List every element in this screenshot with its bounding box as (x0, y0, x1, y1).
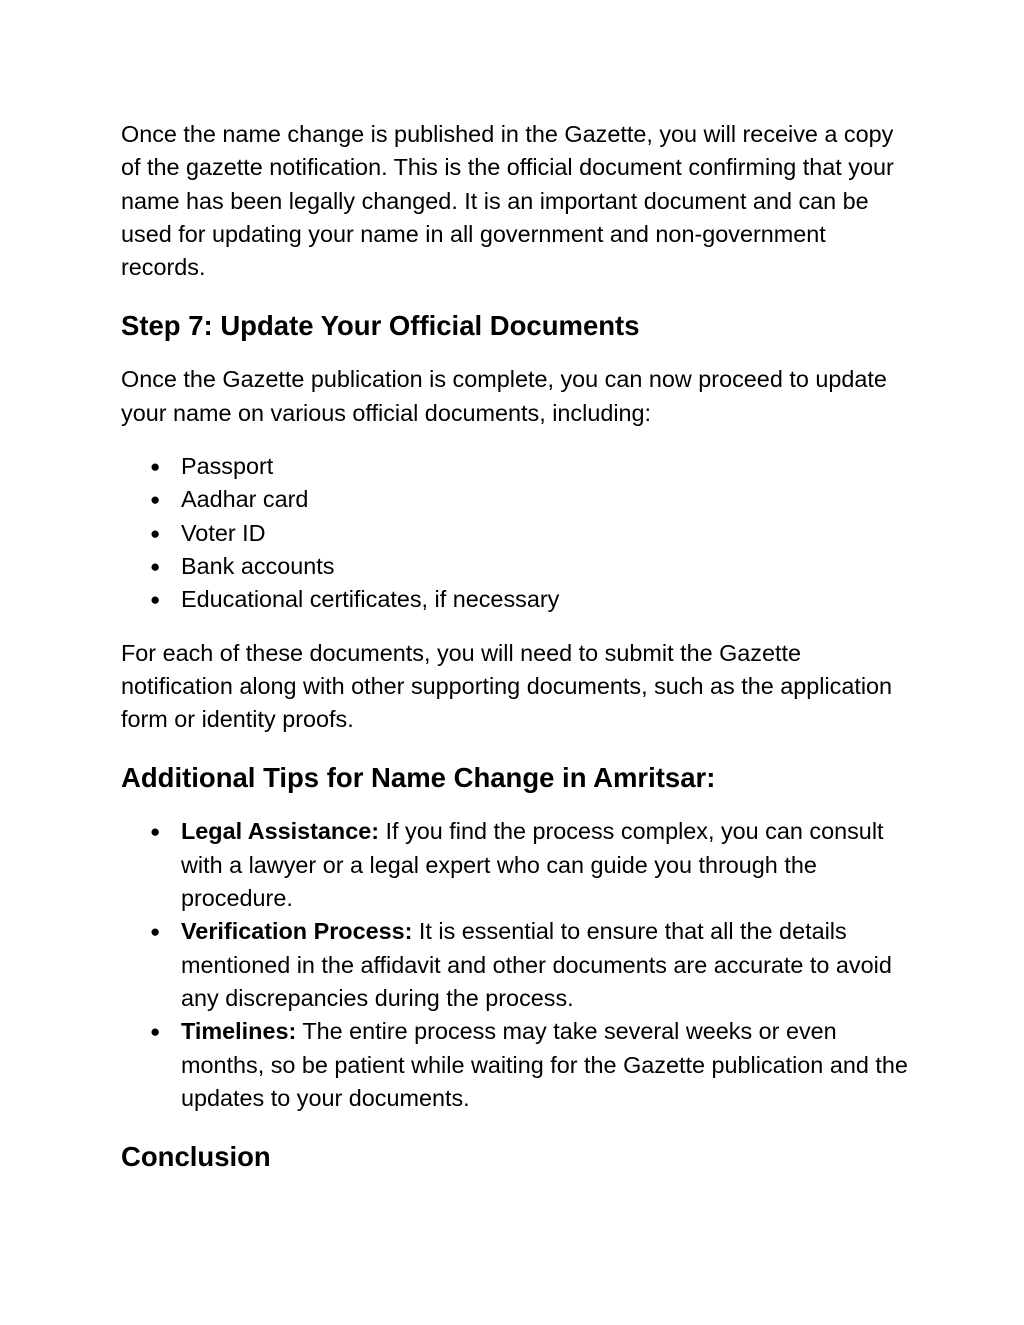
tip-verification-process (121, 915, 911, 1015)
list-item-educational-certificates: ● Educational certificates, if necessary (121, 583, 911, 616)
list-item-aadhar-card: ● Aadhar card (121, 483, 911, 516)
step-7-heading: Step 7: Update Your Official Documents (121, 310, 640, 342)
gazette-notification-paragraph: Once the name change is published in the Gazette, you will receive a copy of the gazette notification. This is the official document confirming that your name has been legally changed. It is an important document and can be used for updating your name in all government and non-government records. (121, 121, 894, 281)
tip-label: Timelines: (181, 1018, 297, 1045)
tip-label: Verification Process: (181, 918, 413, 945)
tips-list (121, 815, 911, 1115)
tip-timelines (121, 1015, 911, 1115)
tip-text: If you find the process complex, you can consult with a lawyer or a legal expert who can guide you through the procedure. (181, 818, 884, 912)
tip-legal-assistance (121, 815, 911, 915)
tip-label: Legal Assistance: (181, 818, 380, 845)
supporting-documents-paragraph: For each of these documents, you will need to submit the Gazette notification along with other supporting documents, such as the application form or identity proofs. (121, 639, 893, 733)
update-documents-intro-paragraph: Once the Gazette publication is complete, you can now proceed to update your name on various official documents, including: (121, 366, 887, 426)
tip-text: The entire process may take several weeks or even months, so be patient while waiting for the Gazette publication and the updates to your documents. (181, 1018, 908, 1111)
additional-tips-heading: Additional Tips for Name Change in Amritsar: (121, 762, 716, 794)
tip-text: It is essential to ensure that all the details mentioned in the affidavit and other documents are accurate to avoid any discrepancies during the process. (181, 918, 892, 1011)
list-item-voter-id: ● Voter ID (121, 517, 911, 550)
list-item-passport: ● Passport (121, 450, 911, 483)
list-item-bank-accounts: ● Bank accounts (121, 550, 911, 583)
conclusion-heading: Conclusion (121, 1141, 271, 1173)
document-page (121, 118, 911, 1175)
documents-list (121, 450, 911, 616)
